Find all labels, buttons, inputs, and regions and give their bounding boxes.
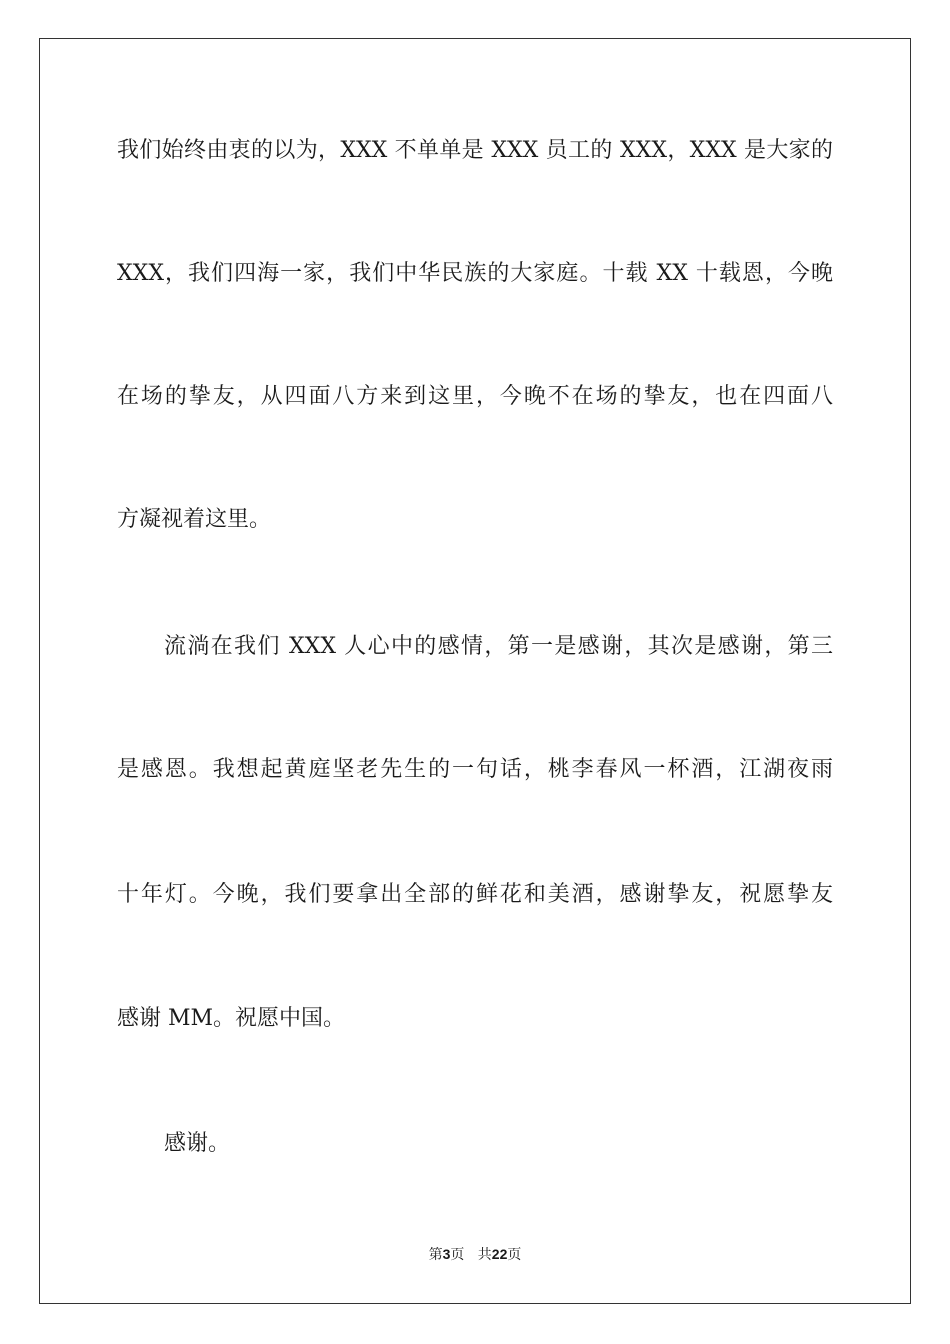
paragraph-1-line-3: 在场的挚友，从四面八方来到这里，今晚不在场的挚友，也在四面八 xyxy=(117,384,833,409)
footer-total-prefix: 共 xyxy=(477,1247,492,1263)
paragraph-2-line-3: 十年灯。今晚，我们要拿出全部的鲜花和美酒，感谢挚友，祝愿挚友 xyxy=(117,882,833,907)
footer-page-prefix: 第 xyxy=(428,1247,443,1263)
page-border xyxy=(39,38,911,1304)
paragraph-1-line-4: 方凝视着这里。 xyxy=(117,507,272,532)
paragraph-2-line-2: 是感恩。我想起黄庭坚老先生的一句话，桃李春风一杯酒，江湖夜雨 xyxy=(117,757,833,782)
footer-total-suffix: 页 xyxy=(507,1247,522,1263)
footer-page-number: 3 xyxy=(442,1246,451,1262)
paragraph-2-line-4: 感谢 MM。祝愿中国。 xyxy=(117,1006,346,1031)
paragraph-1-line-1: 我们始终由衷的以为，XXX 不单单是 XXX 员工的 XXX，XXX 是大家的 xyxy=(117,138,833,163)
paragraph-1-line-2: XXX，我们四海一家，我们中华民族的大家庭。十载 XX 十载恩，今晚 xyxy=(117,261,833,286)
footer-page-suffix: 页 xyxy=(450,1247,465,1263)
footer-total-pages: 22 xyxy=(491,1246,508,1262)
paragraph-2-line-1: 流淌在我们 XXX 人心中的感情，第一是感谢，其次是感谢，第三 xyxy=(164,634,833,659)
page-footer xyxy=(0,1244,950,1265)
paragraph-3-line-1: 感谢。 xyxy=(164,1131,231,1156)
